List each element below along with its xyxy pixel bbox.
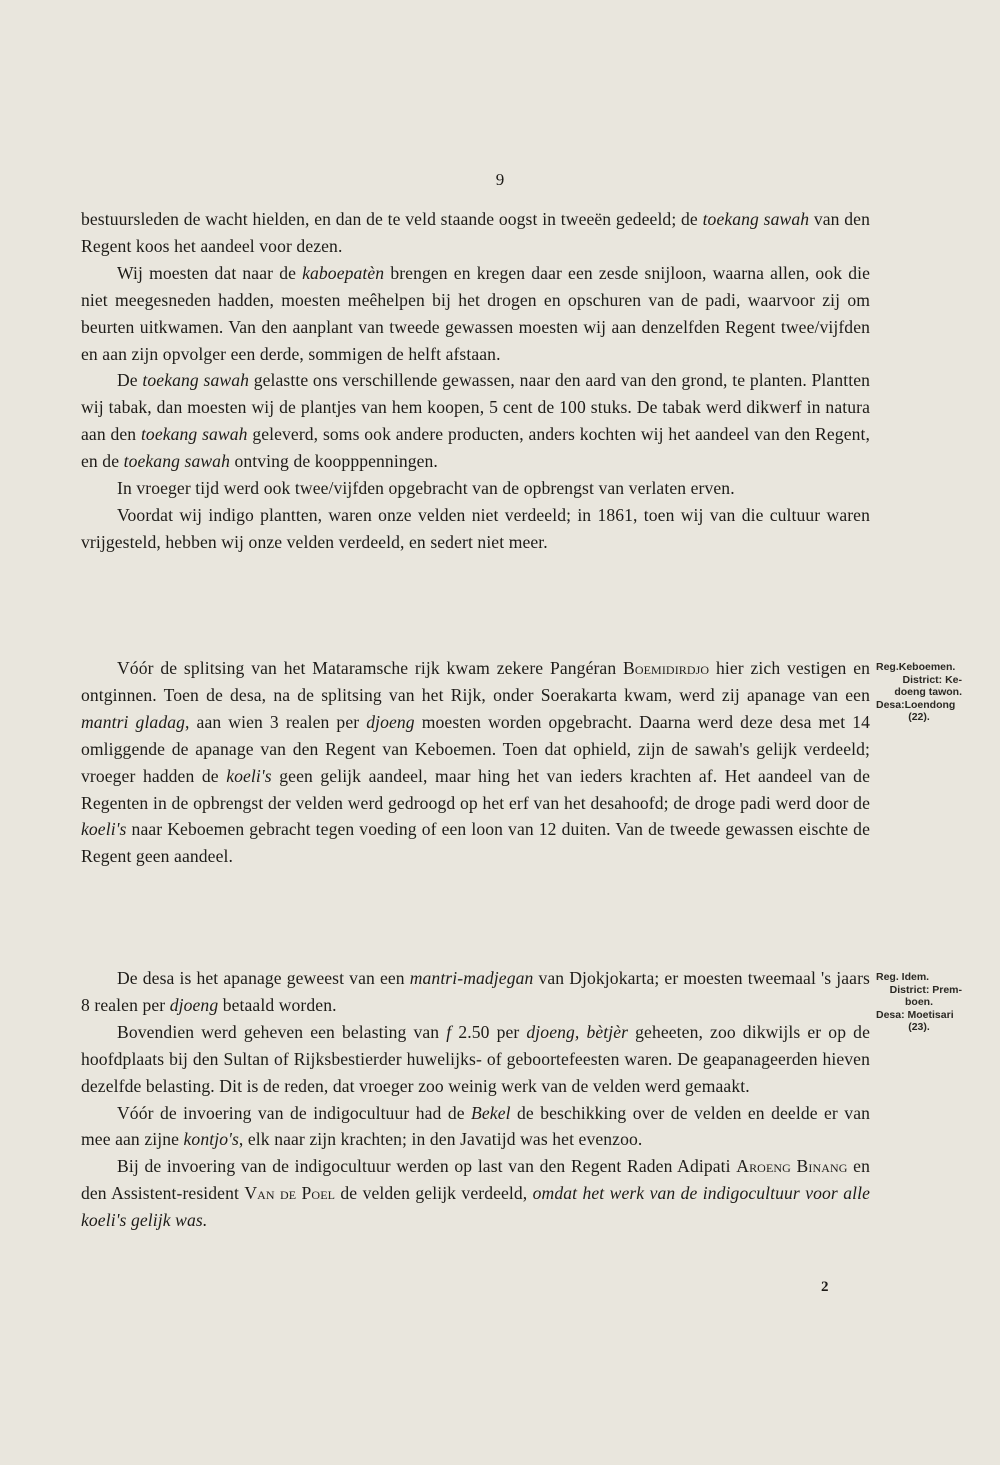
paragraph-5: Voordat wij indigo plantten, waren onze velden niet verdeeld; in 1861, toen wij van die cultuur waren vrijgesteld, hebben wij onze velden verdeeld, en sedert niet meer. xyxy=(81,504,870,552)
paragraph-4: In vroeger tijd werd ook twee/vijfden opgebracht van de opbrengst van verlaten erven. xyxy=(117,478,735,499)
margin-note-23 xyxy=(876,971,988,1034)
margin-note-line: doeng tawon. xyxy=(894,686,962,698)
margin-note-line: (23). xyxy=(908,1021,930,1033)
paragraph-6: Vóór de splitsing van het Mataramsche rijk kwam zekere Pangéran Boemidirdjo hier zich vestigen en ontginnen. Toen de desa, na de splitsing van het Rijk, onder Soerakarta kwam, werd zij apanage van een mantri gladag, aan wien 3 realen per djoeng moesten worden opgebracht. Daarna werd deze desa met 14 omliggende de apanage van den Regent van Keboemen. Toen dat ophield, zijn de sawah's gelijk verdeeld; vroeger hadden de koeli's geen gelijk aandeel, maar hing het van ieders krachten af. Het aandeel van de Regenten in de opbrengst der velden werd gedroogd op het erf van het desahoofd; de droge padi werd door de koeli's naar Keboemen gebracht tegen voeding of een loon van 12 duiten. Van de tweede gewassen eischte de Regent geen aandeel. xyxy=(81,658,871,867)
paragraph-10: Bij de invoering van de indigocultuur werden op last van den Regent Raden Adipati Aroeng Binang en den Assistent-resident Van de Poel de velden gelijk verdeeld, omdat het werk van de indigocultuur voor alle koeli's gelijk was. xyxy=(81,1156,870,1231)
margin-note-line: boen. xyxy=(905,996,933,1008)
margin-note-line: District: Ke- xyxy=(902,673,962,686)
margin-note-line: Desa:Loendong xyxy=(876,698,956,711)
text-block-section-1 xyxy=(81,206,870,556)
margin-note-line: (22). xyxy=(908,711,930,723)
margin-note-line: District: Prem- xyxy=(889,983,962,996)
paragraph-2: Wij moesten dat naar de kaboepatèn brengen en kregen daar een zesde snijloon, waarna allen, ook die niet meegesneden hadden, moesten meêhelpen bij het drogen en opschuren van de padi, waarvoor zij om beurten uitkwamen. Van den aanplant van tweede gewassen moesten wij aan denzelfden Regent twee/vijfden en aan zijn opvolger een derde, sommigen de helft afstaan. xyxy=(81,262,871,364)
paragraph-8: Bovendien werd geheven een belasting van f 2.50 per djoeng, bètjèr geheeten, zoo dikwijls er op de hoofdplaats bij den Sultan of Rijksbestierder huwelijks- of geboortefeesten waren. De geapanageerden hieven dezelfde belasting. Dit is de reden, dat vroeger zoo weinig werk van de velden werd gemaakt. xyxy=(81,1021,870,1096)
page-number: 9 xyxy=(495,170,505,189)
paragraph-3: De toekang sawah gelastte ons verschillende gewassen, naar den aard van den grond, te planten. Plantten wij tabak, dan moesten wij de plantjes van hem koopen, 5 cent de 100 stuks. De tabak werd dikwerf in natura aan den toekang sawah geleverd, soms ook andere producten, anders kochten wij het aandeel van den Regent, en de toekang sawah ontving de koopppenningen. xyxy=(81,370,870,472)
margin-note-line: Reg. Idem. xyxy=(876,971,930,983)
paragraph-7: De desa is het apanage geweest van een mantri-madjegan van Djokjokarta; er moesten tweemaal 's jaars 8 realen per djoeng betaald worden. xyxy=(81,968,870,1015)
margin-note-22 xyxy=(876,661,988,724)
text-block-section-3 xyxy=(81,965,870,1234)
margin-note-line: Reg.Keboemen. xyxy=(876,661,956,673)
margin-note-line: Desa: Moetisari xyxy=(876,1008,954,1021)
paragraph-1: bestuursleden de wacht hielden, en dan de te veld staande oogst in tweeën gedeeld; de toekang sawah van den Regent koos het aandeel voor dezen. xyxy=(81,209,870,256)
text-block-section-2 xyxy=(81,655,870,870)
paragraph-9: Vóór de invoering van de indigocultuur had de Bekel de beschikking over de velden en deelde er van mee aan zijne kontjo's, elk naar zijn krachten; in den Javatijd was het evenzoo. xyxy=(81,1102,870,1150)
signature-mark: 2 xyxy=(821,1279,829,1295)
